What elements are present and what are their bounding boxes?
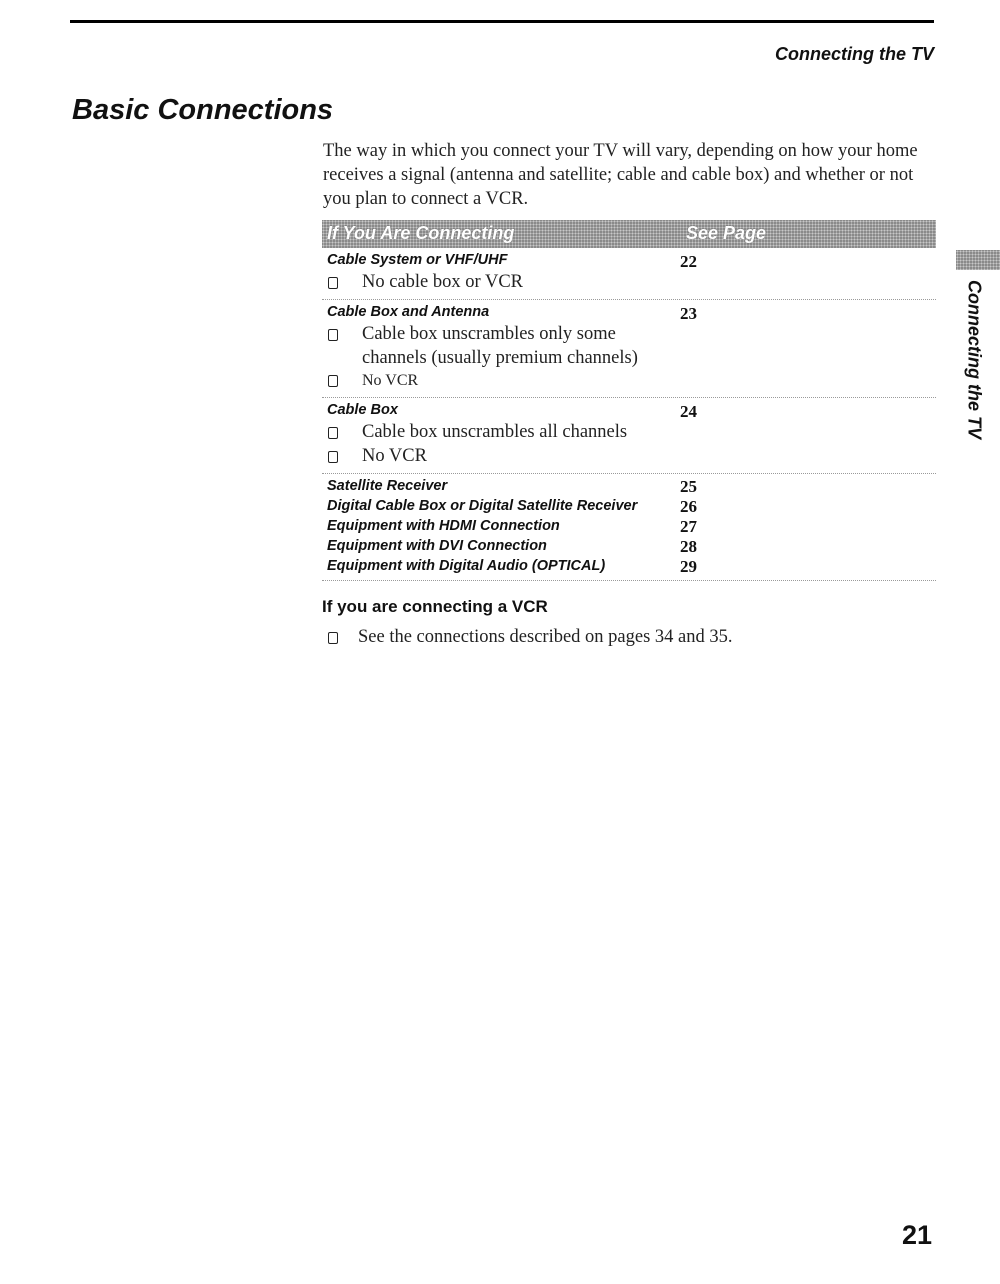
table-header <box>322 220 936 248</box>
row-page: 28 <box>680 537 697 556</box>
chapter-tab-marker <box>956 250 1000 270</box>
row-label: Equipment with Digital Audio (OPTICAL) <box>327 558 606 574</box>
intro-paragraph: The way in which you connect your TV will vary, depending on how your home receives a signal (antenna and satellite; cable and cable box) and whether or not you plan to connect a VCR. <box>323 141 918 209</box>
list-item <box>322 322 662 370</box>
table-header-connecting: If You Are Connecting <box>327 223 515 243</box>
row-page: 25 <box>680 477 697 496</box>
running-header: Connecting the TV <box>775 44 934 64</box>
row-label: Equipment with DVI Connection <box>327 538 547 554</box>
connections-table <box>322 220 936 581</box>
table-row <box>322 248 936 300</box>
checkbox-icon <box>328 329 338 341</box>
table-row <box>322 476 936 496</box>
table-row <box>322 536 936 556</box>
row-label: Satellite Receiver <box>327 478 448 494</box>
table-header-see-page: See Page <box>686 223 767 243</box>
table-row <box>322 496 936 516</box>
row-page: 29 <box>680 557 697 576</box>
list-item <box>322 270 936 294</box>
row-label: Digital Cable Box or Digital Satellite Receiver <box>327 498 638 514</box>
checkbox-icon <box>328 632 338 644</box>
list-item-text: See the connections described on pages 34 and 35. <box>358 627 733 647</box>
checkbox-icon <box>328 427 338 439</box>
page-title: Basic Connections <box>72 94 334 126</box>
row-page: 22 <box>680 252 697 271</box>
row-page: 23 <box>680 304 697 323</box>
table-row <box>322 556 936 576</box>
table-row <box>322 398 936 474</box>
row-label: Equipment with HDMI Connection <box>327 518 560 534</box>
vcr-list <box>322 625 922 649</box>
list-item <box>322 370 936 392</box>
table-row <box>322 516 936 536</box>
row-label: Cable System or VHF/UHF <box>327 252 508 268</box>
row-page: 26 <box>680 497 697 516</box>
list-item-text: No cable box or VCR <box>362 272 523 292</box>
table-row <box>322 300 936 398</box>
checkbox-icon <box>328 375 338 387</box>
checkbox-icon <box>328 451 338 463</box>
row-label: Cable Box <box>327 402 398 418</box>
row-page: 24 <box>680 402 697 421</box>
list-item-text: Cable box unscrambles all channels <box>362 422 628 442</box>
table-row-group <box>322 474 936 581</box>
row-label: Cable Box and Antenna <box>327 304 490 320</box>
list-item-text: Cable box unscrambles only some channels (usually premium channels) <box>362 324 638 368</box>
checkbox-icon <box>328 277 338 289</box>
top-rule <box>70 20 934 23</box>
page-number: 21 <box>901 1220 932 1250</box>
row-page: 27 <box>680 517 697 536</box>
list-item-text: No VCR <box>362 372 419 389</box>
vcr-heading: If you are connecting a VCR <box>322 597 548 616</box>
chapter-tab-label: Connecting the TV <box>964 280 985 439</box>
list-item <box>322 625 922 649</box>
list-item <box>322 420 936 444</box>
list-item-text: No VCR <box>362 446 427 466</box>
list-item <box>322 444 936 468</box>
